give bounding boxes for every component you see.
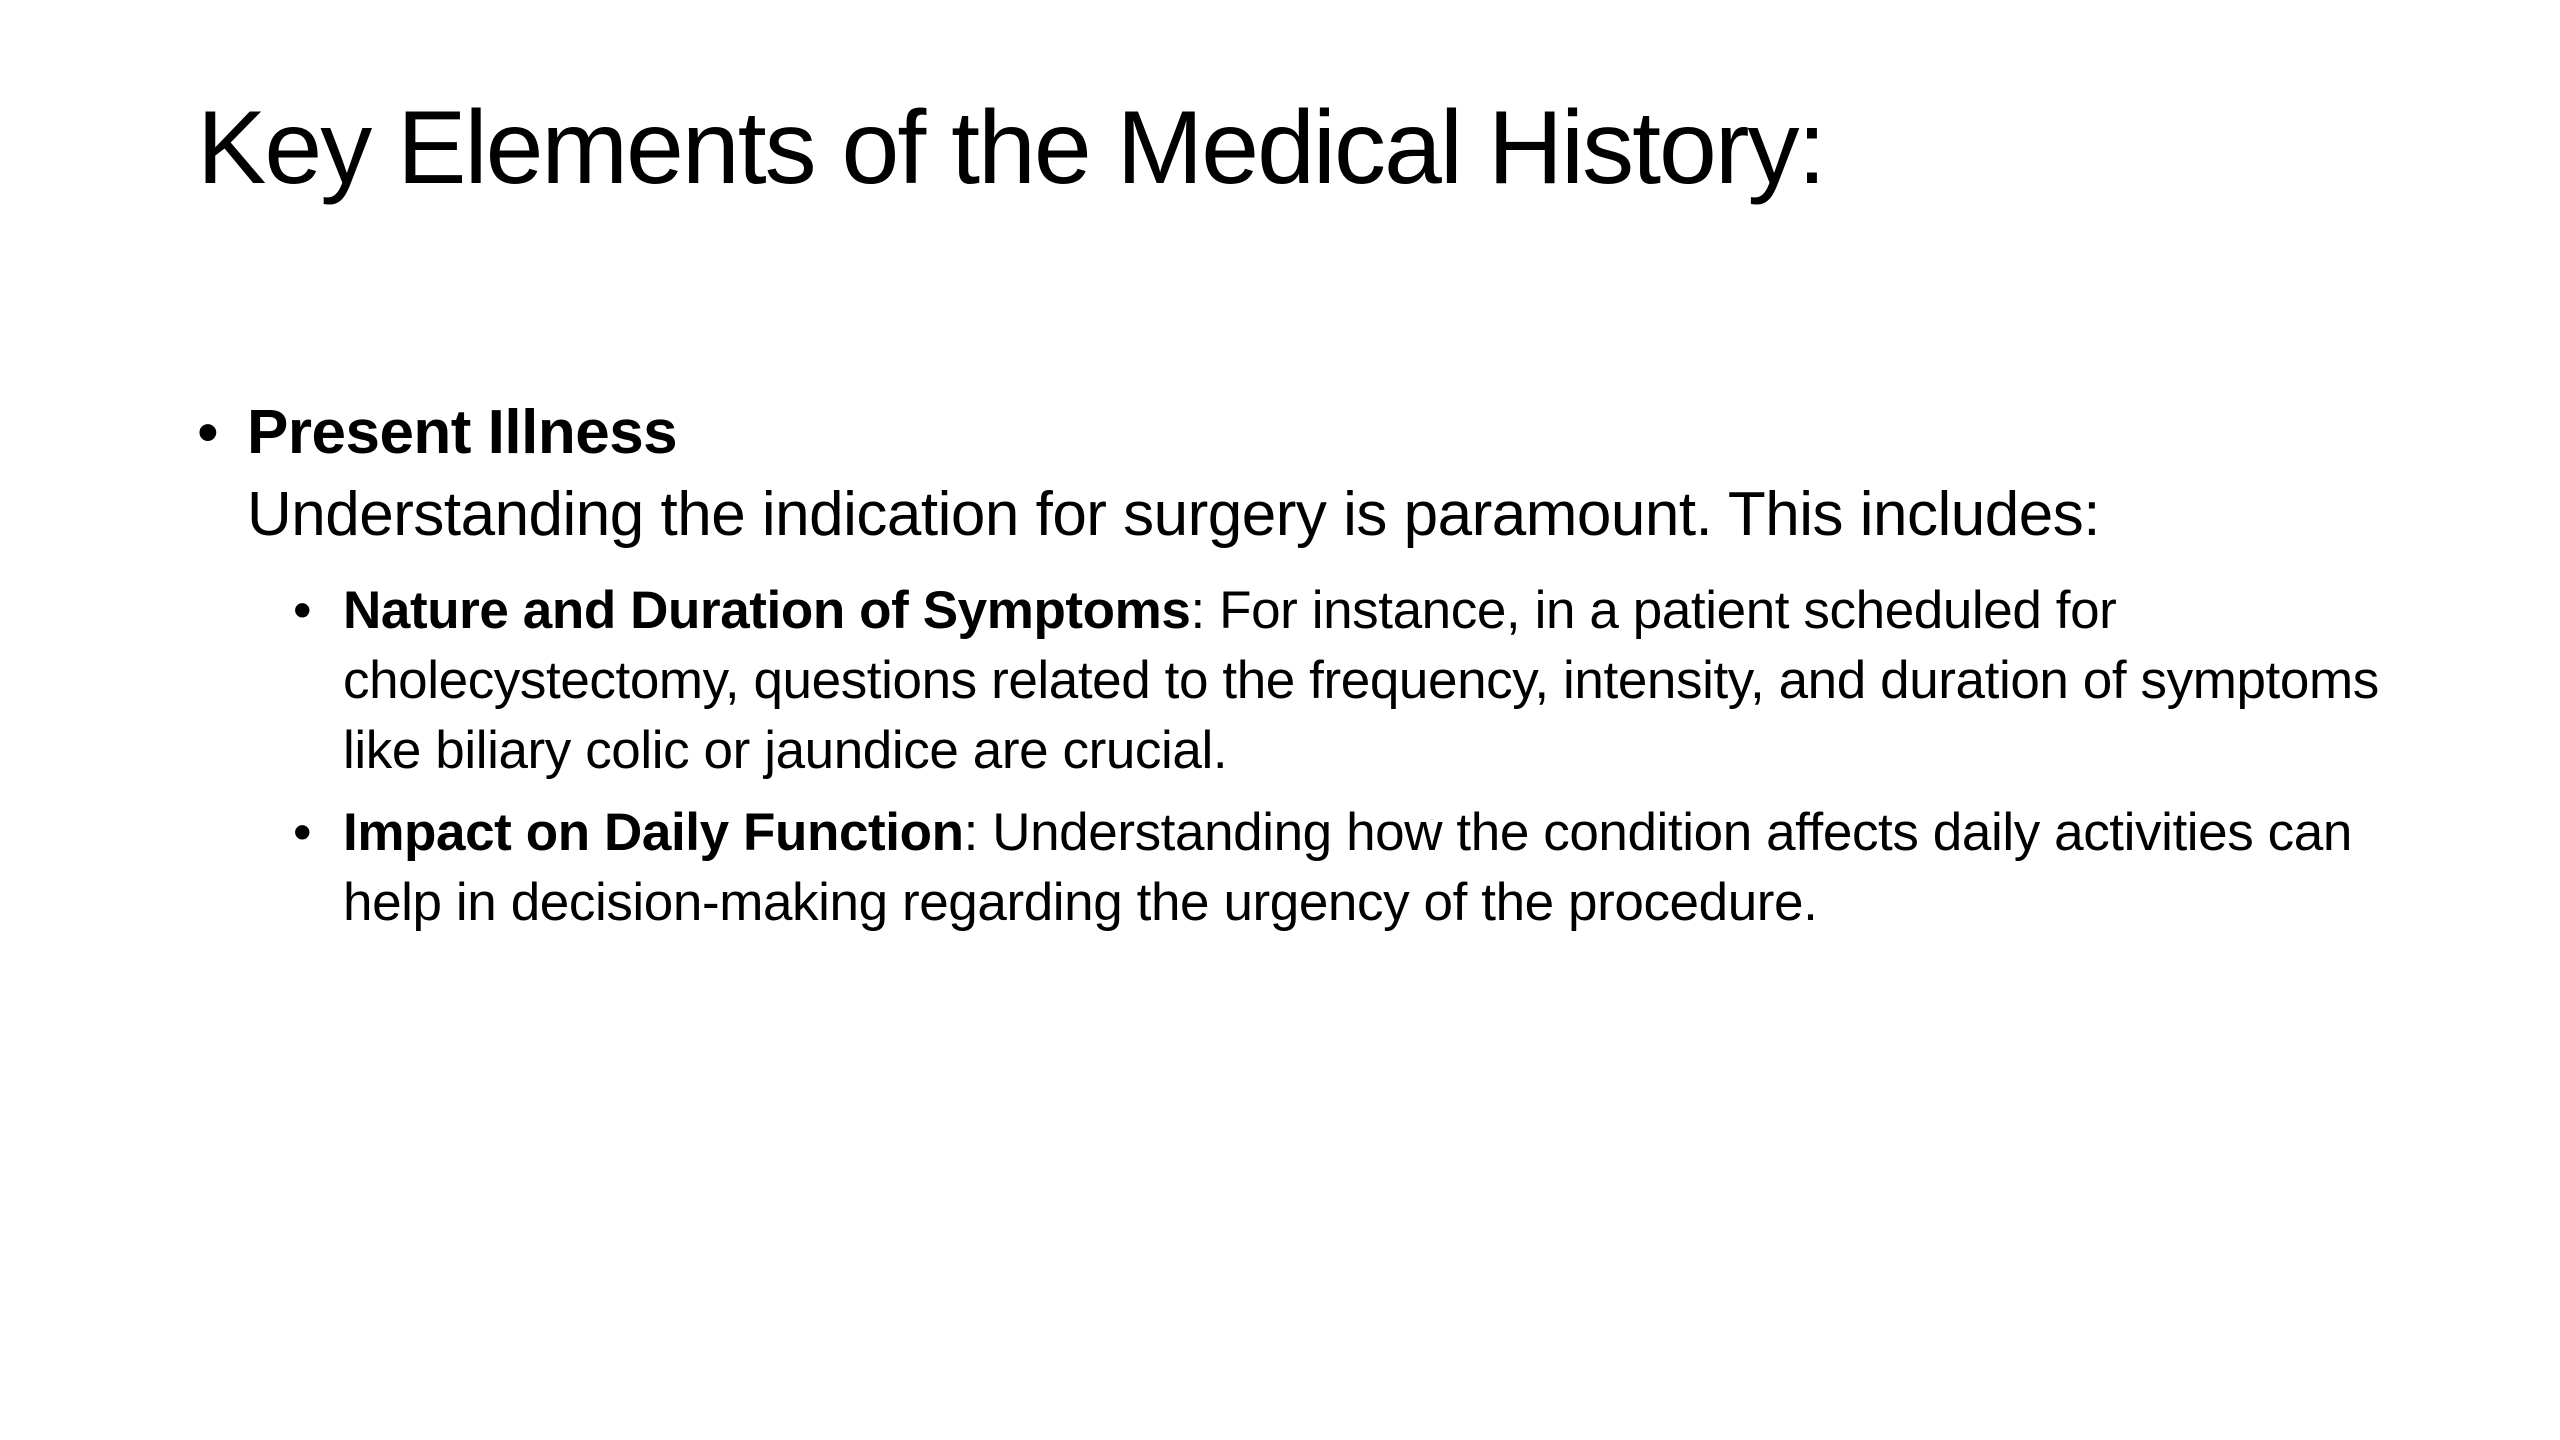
sub-bullet-term: Impact on Daily Function [343,803,964,862]
bullet-heading: Present Illness [247,398,678,467]
sub-bullet-list [197,576,2437,938]
sub-bullet-separator: : [1190,581,1205,640]
sub-bullet-icon: • [293,581,312,640]
sub-bullet-item-symptoms [197,576,2437,786]
slide-content [197,392,2437,950]
slide-title: Key Elements of the Medical History: [197,90,1825,206]
sub-bullet-separator: : [963,803,978,862]
sub-bullet-item-daily-function [197,798,2437,938]
sub-bullet-text: Understanding how the condition affects daily activities can help in decision-making regarding the urgency of the procedure. [343,803,2352,932]
bullet-item-present-illness [197,392,2437,938]
sub-bullet-icon: • [293,803,312,862]
sub-bullet-text: For instance, in a patient scheduled for cholecystectomy, questions related to the frequency, intensity, and duration of symptoms like biliary colic or jaundice are crucial. [343,581,2379,780]
sub-bullet-term: Nature and Duration of Symptoms [343,581,1191,640]
bullet-icon: • [197,398,219,467]
bullet-description: Understanding the indication for surgery is paramount. This includes: [247,480,2100,549]
